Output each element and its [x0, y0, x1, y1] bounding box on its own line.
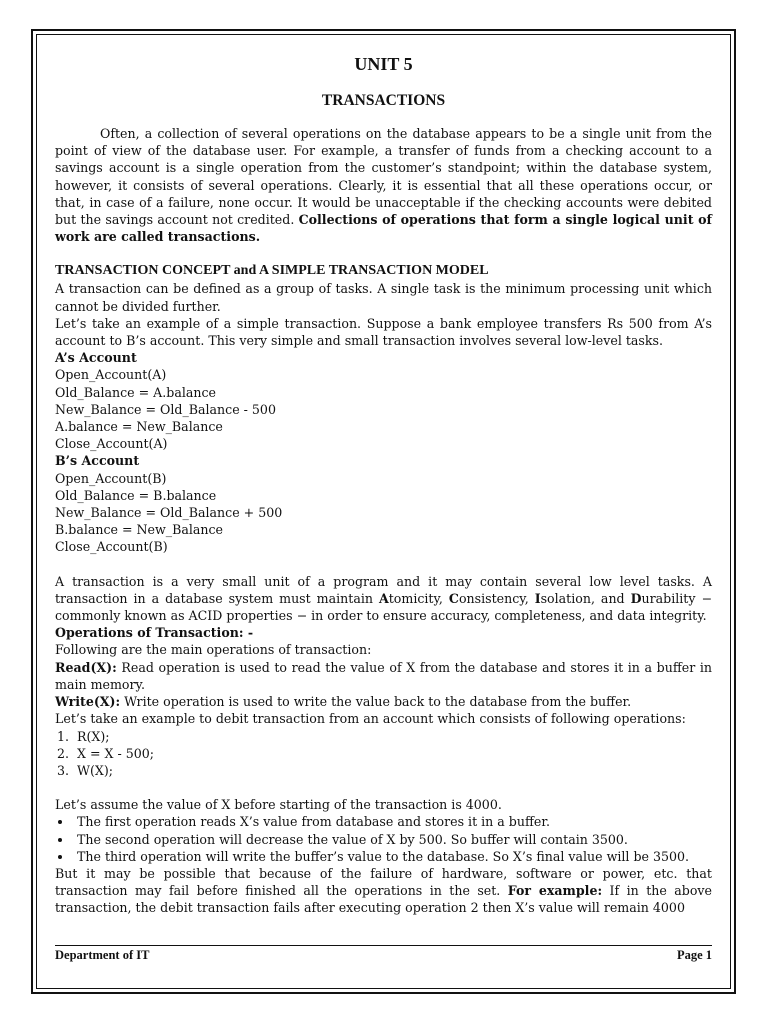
code-line: Close_Account(A)	[55, 436, 168, 452]
acid-letter-c: C	[448, 590, 459, 606]
write-label: Write(X):	[55, 694, 121, 710]
concept-heading: TRANSACTION CONCEPT and A SIMPLE TRANSACTION MODEL	[55, 263, 489, 279]
read-text: Read operation is used to read the value of X from the database and stores it in a buffer in main memory.	[55, 659, 712, 692]
intro-text: Often, a collection of several operations on the database appears to be a single unit from the point of view of the database user. For example, a transfer of funds from a checking account to a savings account is a single operation from the customer’s standpoint; within the database system, however, it consists of several operations. Clearly, it is essential that all these operations occur, or that, in case of a failure, none occur. It would be unacceptable if the checking accounts were debited but the savings account not credited.	[55, 126, 712, 228]
list-item: • The third operation will write the buffer’s value to the database. So X’s final value will be 3500.	[73, 848, 712, 865]
code-line: Old_Balance = B.balance	[55, 487, 217, 503]
footer-rule	[55, 945, 712, 946]
acid-text: tomicity,	[388, 590, 449, 606]
assume-bullets	[55, 813, 712, 865]
concept-paragraph-1: A transaction can be defined as a group of tasks. A single task is the minimum processing unit which cannot be divided further.	[55, 281, 712, 314]
acid-paragraph	[55, 573, 712, 625]
unit-title: UNIT 5	[354, 54, 413, 74]
footer-page-number: Page 1	[676, 948, 712, 962]
list-item: 3. W(X);	[73, 762, 712, 779]
page-title: TRANSACTIONS	[321, 92, 446, 109]
write-definition	[55, 693, 712, 710]
list-item: 2. X = X - 500;	[73, 745, 712, 762]
code-line: New_Balance = Old_Balance - 500	[55, 401, 276, 417]
operations-list	[55, 728, 712, 780]
code-line: Open_Account(A)	[55, 367, 167, 383]
closing-text: If in the above transaction, the debit transaction fails after executing operation 2 then X’s value will remain 4000	[55, 883, 712, 916]
b-account-code	[55, 470, 712, 556]
closing-text: But it may be possible that because of the failure of hardware, software or power, etc. that transaction may fail before finished all the operations in the set.	[55, 865, 712, 899]
document-body	[55, 53, 712, 917]
a-account-heading: A’s Account	[55, 350, 137, 366]
operations-intro: Following are the main operations of transaction:	[55, 642, 372, 658]
code-line: Open_Account(B)	[55, 470, 167, 486]
code-line: B.balance = New_Balance	[55, 522, 224, 538]
acid-text: onsistency,	[458, 590, 535, 606]
code-line: Old_Balance = A.balance	[55, 384, 217, 400]
assume-text: Let’s assume the value of X before starting of the transaction is 4000.	[55, 797, 502, 813]
closing-bold: For example:	[507, 883, 603, 899]
operations-heading: Operations of Transaction: -	[55, 625, 254, 641]
list-item: 1. R(X);	[73, 728, 712, 745]
list-item: • The second operation will decrease the value of X by 500. So buffer will contain 3500.	[73, 831, 712, 848]
footer-department: Department of IT	[55, 948, 150, 962]
acid-letter-d: D	[630, 590, 642, 606]
closing-paragraph	[55, 865, 712, 917]
concept-paragraph-2: Let’s take an example of a simple transaction. Suppose a bank employee transfers Rs 500 from A’s account to B’s account. This very simple and small transaction involves several low-level tasks.	[55, 315, 712, 349]
a-account-code	[55, 366, 712, 452]
code-line: A.balance = New_Balance	[55, 419, 223, 435]
acid-text: solation, and	[540, 590, 631, 606]
operations-example: Let’s take an example to debit transaction from an account which consists of following operations:	[55, 711, 686, 727]
acid-letter-a: A	[378, 590, 389, 606]
write-text: Write operation is used to write the value back to the database from the buffer.	[120, 694, 632, 710]
intro-paragraph	[55, 125, 712, 245]
read-label: Read(X):	[55, 659, 117, 675]
acid-letter-i: I	[534, 590, 541, 606]
read-definition	[55, 659, 712, 693]
b-account-heading: B’s Account	[55, 453, 140, 469]
acid-text: A transaction is a very small unit of a program and it may contain several low level tasks. A transaction in a database system must maintain	[55, 573, 712, 606]
list-item: • The first operation reads X’s value from database and stores it in a buffer.	[73, 813, 712, 830]
code-line: New_Balance = Old_Balance + 500	[55, 505, 283, 521]
code-line: Close_Account(B)	[55, 539, 168, 555]
intro-definition: Collections of operations that form a single logical unit of work are called transactions.	[55, 212, 712, 245]
acid-text: urability − commonly known as ACID properties − in order to ensure accuracy, completeness, and data integrity.	[55, 590, 712, 624]
